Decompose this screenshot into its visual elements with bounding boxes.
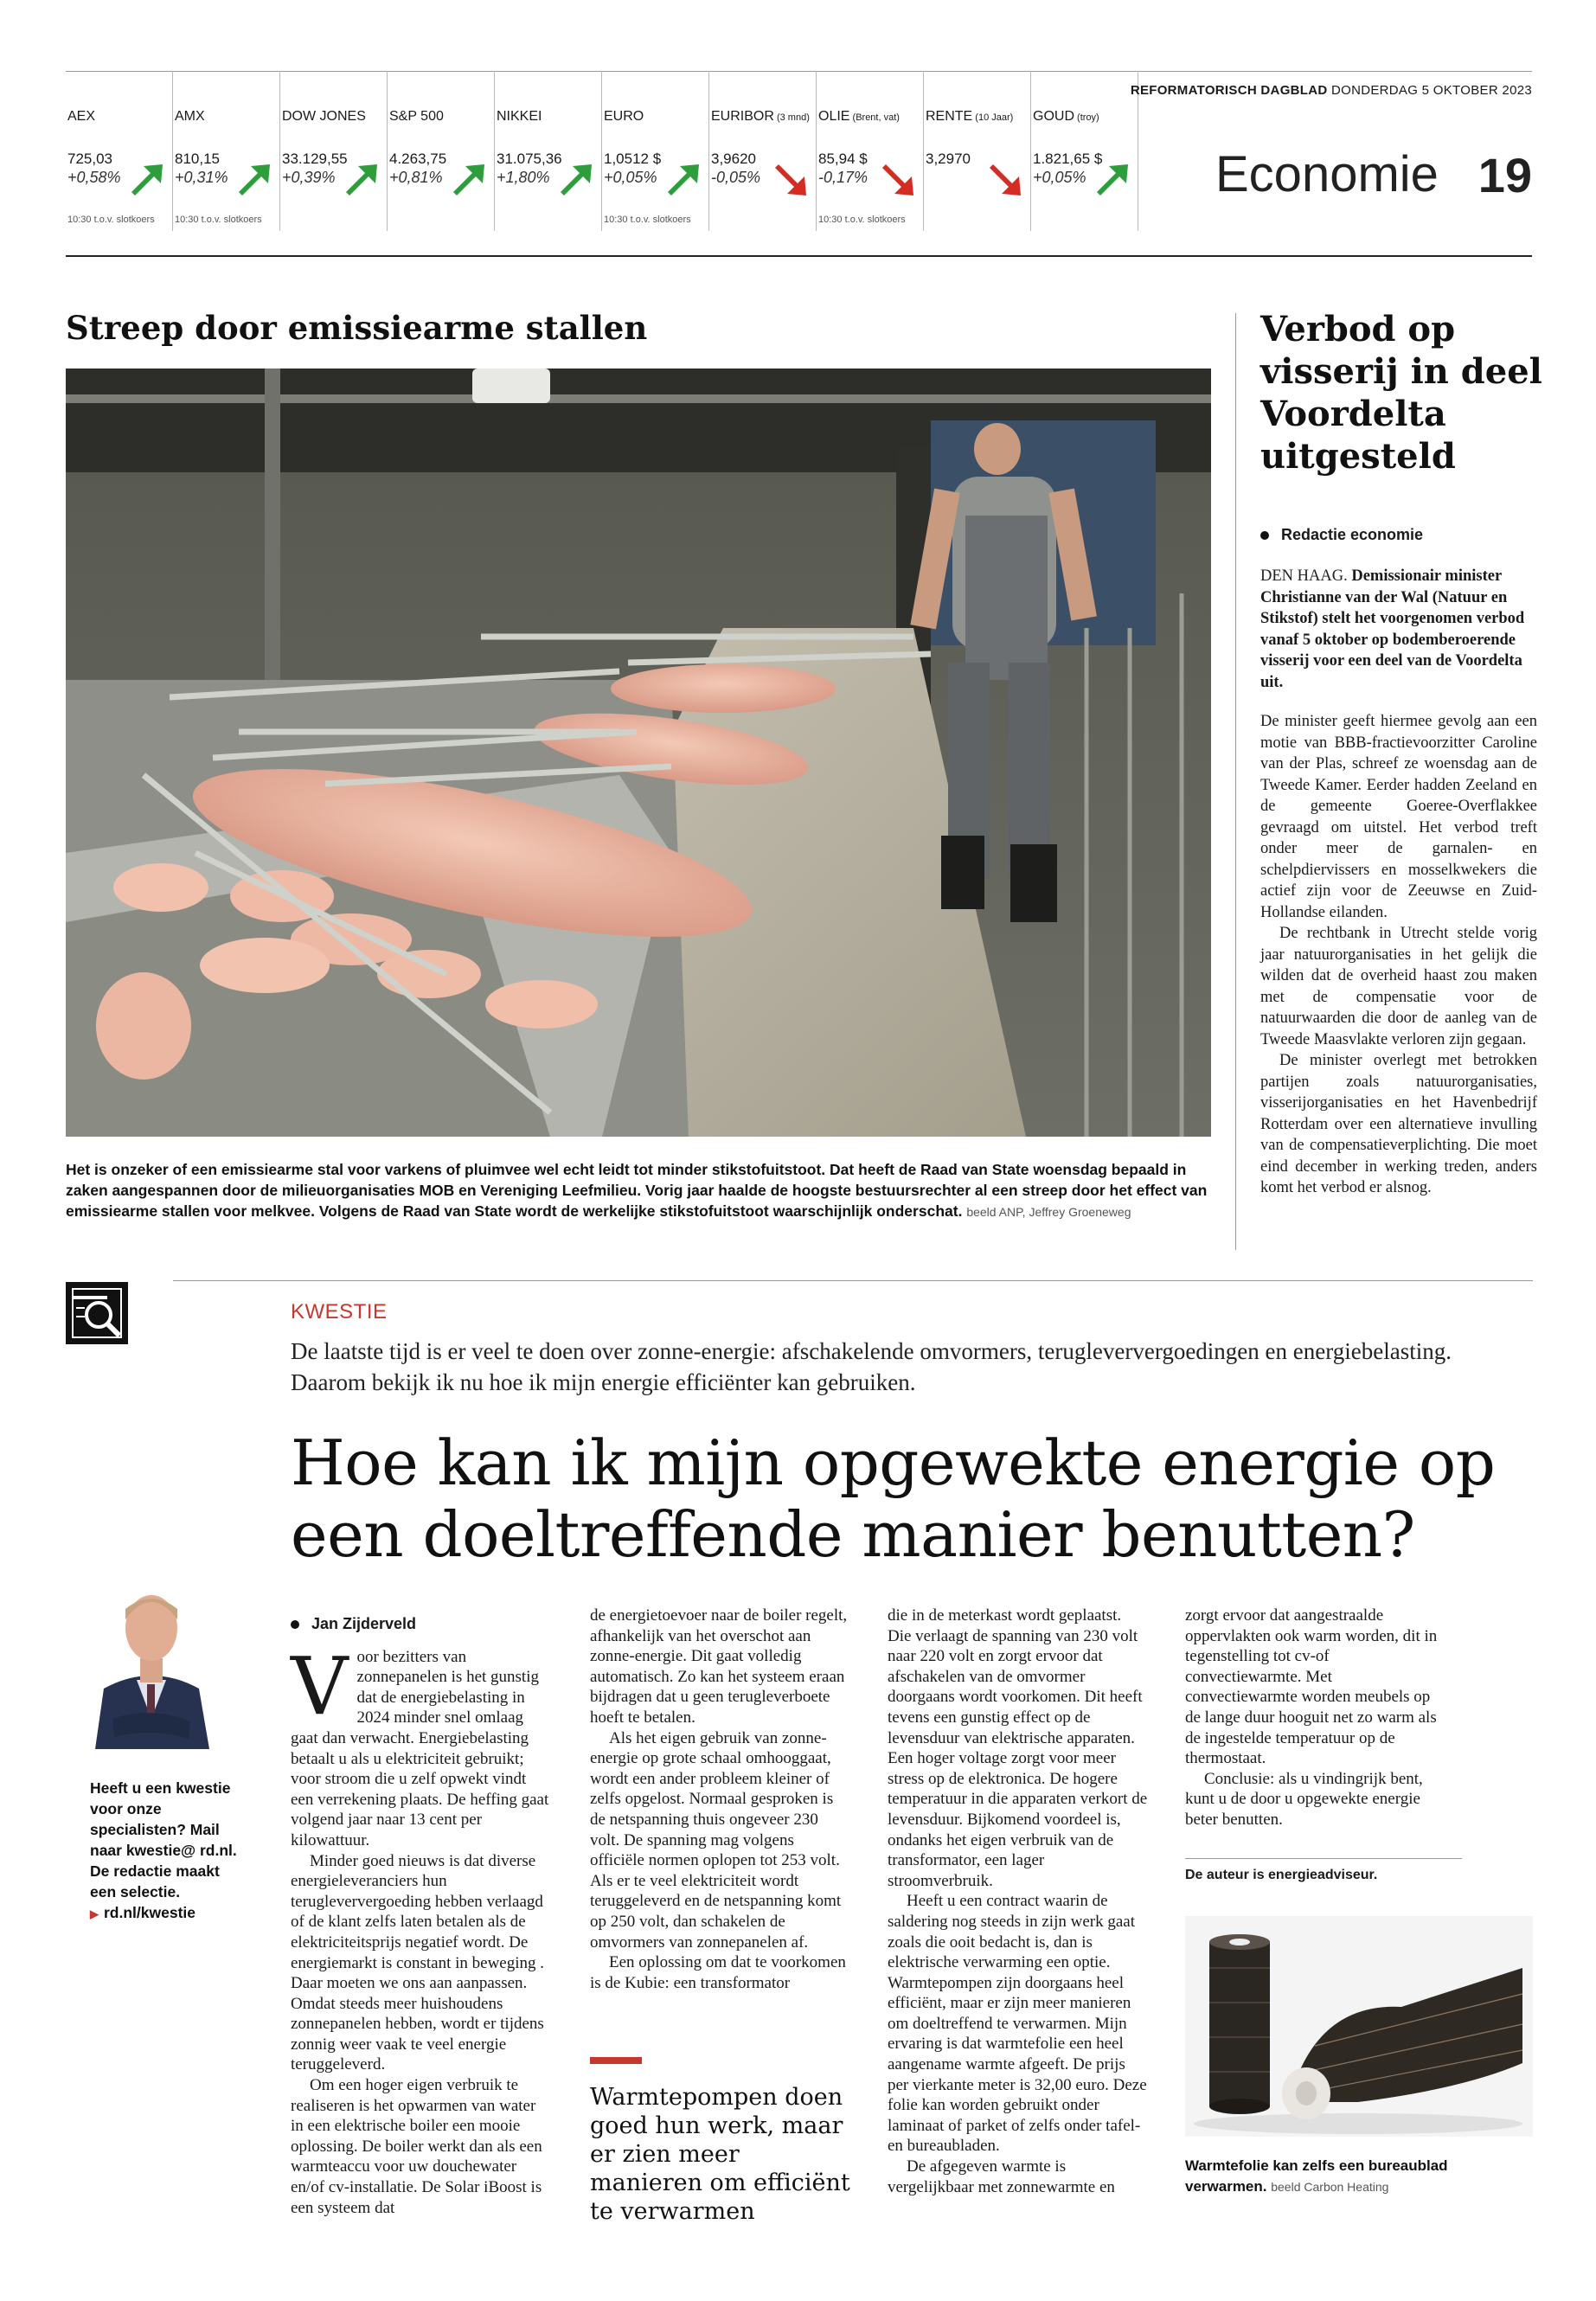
- ticker-name: [67, 109, 95, 125]
- ticker-note: 10:30 t.o.v. slotkoers: [67, 215, 155, 225]
- side-paragraph: De minister overlegt met betrokken partijen zoals natuurorganisaties, visserijorganisaties en het Havenbedrijf Rotterdam over een alternatieve invulling van de compensatieverplichting. Die moet eind december in werking treden, anders komt het verbod er alsnog.: [1260, 1052, 1537, 1196]
- magnifier-icon: [66, 1282, 128, 1344]
- ticker-item: [388, 71, 495, 231]
- ticker-value: 31.075,36: [497, 151, 562, 167]
- article-paragraph: Als het eigen gebruik van zonne-energie op grote schaal omhooggaat, wordt een ander probleem kleiner of zelfs opgelost. Normaal gesproken is de netspanning thuis ongeveer 230 volt. De spanning mag volgens officiële normen oplopen tot 253 volt. Als er te veel elektriciteit wordt teruggeleverd en de netspanning komt op 250 volt, dan schakelen de omvormers van zonnepanelen af.: [590, 1728, 842, 1952]
- paper-name: REFORMATORISCH DAGBLAD: [1130, 83, 1328, 98]
- ticker-value: 33.129,55: [282, 151, 348, 167]
- side-byline: [1260, 526, 1423, 544]
- ticker-change: +0,39%: [282, 169, 336, 186]
- article-paragraph-text: oor bezitters van zonnepanelen is het gunstig dat de energiebelasting in 2024 minder snel omlaag gaat dan verwacht. Energiebelasting betaalt u als u elektriciteit gebruikt; voor stroom die u zelf opwekt vindt een verrekening plaats. De heffing gaat volgend jaar naar 13 cent per kilowattuur.: [291, 1647, 549, 1849]
- ticker-note: 10:30 t.o.v. slotkoers: [175, 215, 262, 225]
- kwestie-rule: [173, 1280, 1533, 1281]
- author-note: De auteur is energieadviseur.: [1185, 1858, 1462, 1883]
- arrow-down-right-icon: [986, 161, 1024, 199]
- main-byline: [291, 1614, 552, 1635]
- article-paragraph: Heeft u een contract waarin de saldering nog steeds in zijn werk gaat zoals die ooit bedacht is, dan is elektrische verwarming een optie. Warmtepompen zijn doorgaans heel efficiënt, maar er zijn meer manieren om doeltreffend te verwarmen. Mijn ervaring is dat warmtefolie een heel aangename warmte afgeeft. De prijs per vierkante meter is 32,00 euro. Deze folie kan worden gebruikt onder laminaat of parket of zelfs onder tafel- en bureaubladen.: [888, 1892, 1147, 2156]
- kwestie-link-label: rd.nl/kwestie: [104, 1904, 196, 1921]
- photo-credit: beeld ANP, Jeffrey Groeneweg: [966, 1205, 1131, 1219]
- ticker-value: 725,03: [67, 151, 112, 167]
- ticker-item: [1031, 71, 1138, 231]
- ticker-change: +0,31%: [175, 169, 228, 186]
- ticker-value: 3,9620: [711, 151, 756, 167]
- ticker-name-label: AMX: [175, 109, 205, 124]
- ticker-bottom-rule: [66, 255, 1532, 257]
- ticker-change: +0,58%: [67, 169, 121, 186]
- author-portrait: [87, 1567, 216, 1749]
- ticker-name-label: OLIE: [818, 109, 850, 124]
- kwestie-link[interactable]: [90, 1904, 195, 1921]
- bullet-icon: [1260, 531, 1269, 540]
- pull-quote: [590, 2057, 858, 2226]
- ticker-value: 85,94 $: [818, 151, 868, 167]
- article-column-1: [291, 1614, 552, 2218]
- drop-cap: V: [291, 1639, 349, 1733]
- ticker-item: [602, 71, 709, 231]
- side-paragraph: De rechtbank in Utrecht stelde vorig jaar natuurorganisaties in het gelijk die wilden dat de overheid haast zou maken met de compensatie voor de natuurwaarden die door de aanleg van de Tweede Maasvlakte verloren zijn gegaan.: [1260, 925, 1537, 1048]
- side-dateline: DEN HAAG.: [1260, 567, 1348, 585]
- column-divider: [1235, 313, 1236, 1250]
- ticker-value: 1.821,65 $: [1033, 151, 1103, 167]
- ticker-name-label: RENTE: [926, 109, 973, 124]
- ticker-value: 810,15: [175, 151, 220, 167]
- article-column-4: [1185, 1606, 1446, 1830]
- ticker-item: [924, 71, 1031, 231]
- ticker-name: [497, 109, 542, 125]
- article-paragraph: Minder goed nieuws is dat diverse energieleveranciers hun terugleververgoeding hebben verlaagd of de klant zelfs laten betalen als de elektriciteitsprijs negatief wordt. De energiemarkt is constant in beweging . Daar moeten we ons aan aanpassen. Omdat steeds meer huishoudens zonnepanelen hebben, wordt er tijdens zonnig weer vaak te veel energie teruggeleverd.: [291, 1851, 545, 2074]
- arrow-up-right-icon: [664, 161, 702, 199]
- article-paragraph: [291, 1639, 552, 1851]
- bullet-icon: [291, 1620, 299, 1629]
- side-paragraph: De minister geeft hiermee gevolg aan een motie van BBB-fractievoorzitter Caroline van der Plas, schreef ze woensdag aan de Tweede Kamer. Eerder hadden Zeeland en de gemeente Goeree-Overflakkee gevraagd om uitstel. Het verbod treft onder meer de garnalen- en schelpdiervissers en mosselkwekers die actief zijn voor de Zeeuwse en Zuid-Hollandse eilanden.: [1260, 713, 1537, 921]
- ticker-name-suffix: (3 mnd): [773, 112, 810, 123]
- ticker-name: [711, 109, 810, 125]
- arrow-up-right-icon: [235, 161, 273, 199]
- ticker-item: [817, 71, 924, 231]
- side-headline: Verbod op visserij in deel Voordelta uitgesteld: [1260, 309, 1542, 477]
- article-paragraph: de energietoevoer naar de boiler regelt, afhankelijk van het overschot aan zonne-energie. Dit gaat volledig automatisch. Zo kan het systeem eraan bijdragen dat u geen terugleverboete hoeft te betalen.: [590, 1606, 848, 1727]
- ticker-name-suffix: (10 Jaar): [972, 112, 1014, 123]
- ticker-name: [389, 109, 444, 125]
- article-paragraph: De afgegeven warmte is vergelijkbaar met zonnewarmte en: [888, 2157, 1115, 2196]
- ticker-name-suffix: (Brent, vat): [849, 112, 900, 123]
- pull-quote-text: Warmtepompen doen goed hun werk, maar er zien meer manieren om efficiënt te verwarmen: [590, 2084, 850, 2225]
- ticker-change: +1,80%: [497, 169, 550, 186]
- foil-credit: beeld Carbon Heating: [1271, 2180, 1389, 2194]
- issue-date: DONDERDAG 5 OKTOBER 2023: [1331, 83, 1532, 98]
- photo-caption: [66, 1159, 1216, 1222]
- arrow-up-right-icon: [128, 161, 166, 199]
- ticker-name-label: EURIBOR: [711, 109, 774, 124]
- ticker-item: [709, 71, 817, 231]
- ticker-change: -0,05%: [711, 169, 761, 186]
- ticker-name-suffix: (troy): [1074, 112, 1099, 123]
- ticker-item: [495, 71, 602, 231]
- question-box: [90, 1778, 246, 1925]
- arrow-up-right-icon: [450, 161, 488, 199]
- ticker-name: [1033, 109, 1099, 125]
- ticker-note: 10:30 t.o.v. slotkoers: [818, 215, 906, 225]
- article-paragraph: Een oplossing om dat te voorkomen is de Kubie: een transformator: [590, 1953, 846, 1992]
- ticker-name-label: GOUD: [1033, 109, 1074, 124]
- photo-caption-text: Het is onzeker of een emissiearme stal voor varkens of pluimvee wel echt leidt tot minder stikstofuitstoot. Dat heeft de Raad van State woensdag bepaald in zaken aangespannen door de milieuorganisaties MOB en Vereniging Leefmilieu. Vorig jaar haalde de hoogste bestuursrechter al een streep door het effect van emissiearme stallen voor melkvee. Volgens de Raad van State wordt de werkelijke stikstofuitstoot waarschijnlijk onderschat.: [66, 1161, 1208, 1220]
- pull-quote-bar: [590, 2057, 642, 2064]
- kwestie-label: KWESTIE: [291, 1300, 388, 1324]
- pig-stall-photo: [66, 369, 1211, 1137]
- side-lead-text: Demissionair minister Christianne van der Wal (Natuur en Stikstof) stelt het voorgenomen verbod vanaf 5 oktober op bodemberoerende visserij voor een deel van de Voordelta uit.: [1260, 567, 1525, 691]
- article-paragraph: zorgt ervoor dat aangestraalde oppervlakten ook warm worden, dit in tegenstelling tot cv-of convectiewarmte. Met convectiewarmte worden meubels op de lange duur hooguit net zo warm als de ingestelde temperatuur op de thermostaat.: [1185, 1606, 1438, 1768]
- ticker-value: 1,0512 $: [604, 151, 662, 167]
- ticker-name-label: NIKKEI: [497, 109, 542, 124]
- article-column-2: [590, 1606, 851, 1993]
- ticker-change: +0,05%: [1033, 169, 1086, 186]
- ticker-name: [282, 109, 366, 125]
- foil-caption-text: Warmtefolie kan zelfs een bureaublad verwarmen.: [1185, 2157, 1448, 2195]
- arrow-up-right-icon: [557, 161, 595, 199]
- ticker-name: [604, 109, 644, 125]
- main-headline: Hoe kan ik mijn opgewekte energie op een doeltreffende manier benutten?: [291, 1426, 1496, 1571]
- triangle-right-icon: ▶: [90, 1907, 99, 1920]
- ticker-change: +0,81%: [389, 169, 443, 186]
- ticker-name: [818, 109, 900, 125]
- ticker-value: 4.263,75: [389, 151, 447, 167]
- article-paragraph: die in de meterkast wordt geplaatst. Die verlaagt de spanning van 230 volt naar 220 volt en zorgt ervoor dat afschakelen van de omvormer doorgaans wordt voorkomen. Dit heeft tevens een gunstig effect op de levensduur van elektrische apparaten. Een hoger voltage zorgt voor meer stress op de elektronica. De hogere temperatuur in die apparaten verkort de levensduur. Bijkomend voordeel is, ondanks het eigen verbruik van de transformator, een lager stroomverbruik.: [888, 1606, 1148, 1890]
- ticker-name-label: S&P 500: [389, 109, 444, 124]
- arrow-up-right-icon: [1093, 161, 1131, 199]
- ticker-value: 3,2970: [926, 151, 971, 167]
- page-number: 19: [1477, 148, 1532, 202]
- question-box-text: Heeft u een kwestie voor onze specialisten? Mail naar kwestie@ rd.nl. De redactie maakt een selectie.: [90, 1779, 237, 1900]
- ticker-change: -0,17%: [818, 169, 869, 186]
- side-lead: [1260, 566, 1537, 693]
- main-byline-text: Jan Zijderveld: [311, 1615, 417, 1632]
- ticker-name: [926, 109, 1013, 125]
- photo-headline: Streep door emissiearme stallen: [66, 309, 648, 347]
- ticker-note: 10:30 t.o.v. slotkoers: [604, 215, 691, 225]
- arrow-down-right-icon: [772, 161, 810, 199]
- ticker-name: [175, 109, 205, 125]
- ticker-change: +0,05%: [604, 169, 657, 186]
- heating-foil-photo: [1185, 1916, 1533, 2137]
- ticker-item: [66, 71, 173, 231]
- side-byline-text: Redactie economie: [1281, 526, 1424, 543]
- arrow-down-right-icon: [879, 161, 917, 199]
- kwestie-intro: De laatste tijd is er veel te doen over zonne-energie: afschakelende omvormers, terugleververgoedingen en energiebelasting. Daarom bekijk ik nu hoe ik mijn energie efficiënter kan gebruiken.: [291, 1338, 1452, 1395]
- section-title: Economie: [1215, 146, 1439, 202]
- article-column-3: [888, 1606, 1149, 2197]
- article-paragraph: Conclusie: als u vindingrijk bent, kunt u de door u opgewekte energie beter benutten.: [1185, 1769, 1423, 1829]
- ticker-name-label: DOW JONES: [282, 109, 366, 124]
- ticker-item: [173, 71, 280, 231]
- foil-caption: [1185, 2156, 1531, 2197]
- ticker-item: [280, 71, 388, 231]
- ticker-name-label: AEX: [67, 109, 96, 124]
- side-body: [1260, 711, 1537, 1199]
- masthead-line: [1131, 83, 1532, 98]
- ticker-name-label: EURO: [604, 109, 644, 124]
- arrow-up-right-icon: [343, 161, 381, 199]
- article-paragraph: Om een hoger eigen verbruik te realiseren is het opwarmen van water in een elektrische boiler een mooie oplossing. De boiler werkt dan als een warmteaccu voor uw douchewater en/of cv-installatie. De Solar iBoost is een systeem dat: [291, 2076, 542, 2217]
